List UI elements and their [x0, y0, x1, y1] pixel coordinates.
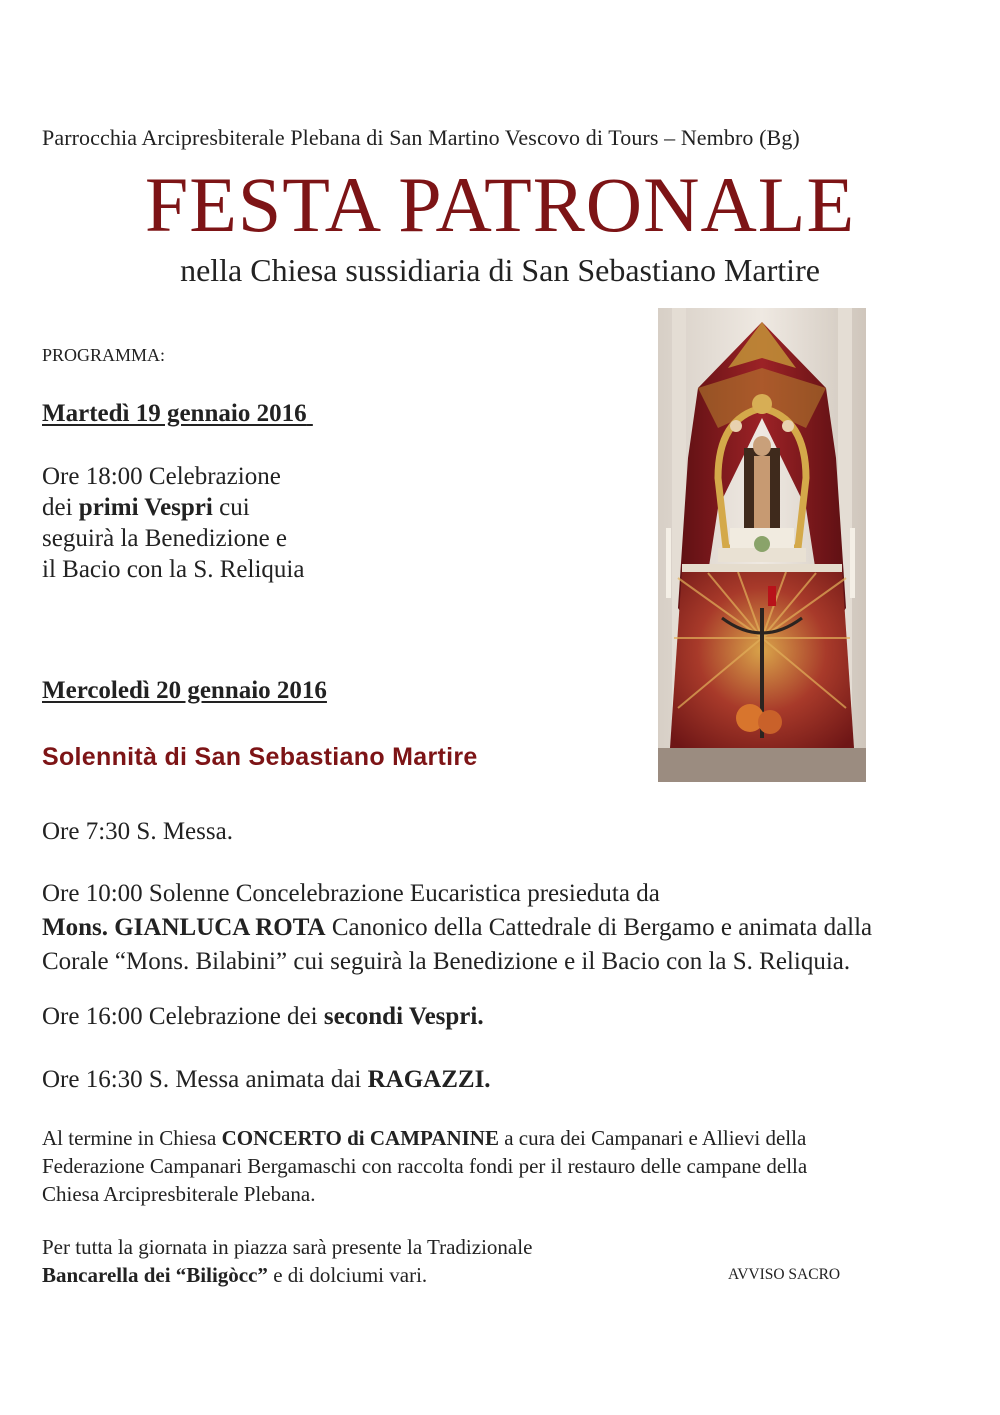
- bancarella-line2: [42, 1261, 532, 1289]
- second-vespers: [42, 1000, 484, 1034]
- altar-photo: [658, 308, 866, 782]
- day1-line3: seguirà la Benedizione e: [42, 525, 288, 552]
- bell-concert: [42, 1124, 942, 1208]
- mass-1000-line3: Corale “Mons. Bilabini” cui seguirà la Benedizione e il Bacio con la S. Reliquia.: [42, 948, 851, 975]
- vespri-pre: Ore 16:00 Celebrazione dei: [42, 1003, 324, 1030]
- parish-name: Parrocchia Arcipresbiterale Plebana di San Martino Vescovo di Tours – Nembro (Bg): [42, 125, 800, 150]
- mass-1630-bold: RAGAZZI.: [367, 1066, 491, 1093]
- mass-1000-line2: [42, 911, 962, 945]
- concert-line2: Federazione Campanari Bergamaschi con raccolta fondi per il restauro delle campane della: [42, 1154, 808, 1178]
- mass-730: Ore 7:30 S. Messa.: [42, 818, 233, 845]
- concert-bold: CONCERTO di CAMPANINE: [221, 1126, 499, 1150]
- mass-1000-line2-text: Canonico della Cattedrale di Bergamo e animata dalla: [325, 914, 873, 941]
- concert-pre: Al termine in Chiesa: [42, 1126, 222, 1150]
- celebrant-name: Mons. GIANLUCA ROTA: [42, 914, 326, 941]
- stall-note: [42, 1233, 532, 1289]
- day1-line2-post: cui: [212, 494, 250, 521]
- vespri-bold: secondi Vespri.: [323, 1003, 484, 1030]
- avviso-sacro: AVVISO SACRO: [728, 1266, 841, 1283]
- date-heading-day1: [42, 400, 313, 428]
- day1-program: [42, 461, 304, 585]
- bancarella-line1: Per tutta la giornata in piazza sarà presente la Tradizionale: [42, 1235, 533, 1259]
- mass-1630: [42, 1063, 491, 1097]
- bancarella-bold: Bancarella dei “Biligòcc”: [42, 1263, 268, 1287]
- day1-line2-bold: primi Vespri: [78, 494, 213, 521]
- day1-line2-pre: dei: [42, 494, 79, 521]
- concert-line1: [42, 1124, 942, 1152]
- day1-line1: Ore 18:00 Celebrazione: [42, 463, 281, 490]
- programma-label: PROGRAMMA:: [42, 345, 166, 365]
- page-subtitle: nella Chiesa sussidiaria di San Sebastiano Martire: [180, 252, 820, 288]
- mass-1000-line1: Ore 10:00 Solenne Concelebrazione Eucaristica presieduta da: [42, 880, 660, 907]
- concert-line3: Chiesa Arcipresbiterale Plebana.: [42, 1182, 316, 1206]
- day1-line4: il Bacio con la S. Reliquia: [42, 556, 305, 583]
- date-text: Martedì 19 gennaio 2016: [42, 400, 307, 427]
- mass-1000: [42, 877, 962, 979]
- bancarella-post: e di dolciumi vari.: [267, 1263, 428, 1287]
- mass-1630-pre: Ore 16:30 S. Messa animata dai: [42, 1066, 368, 1093]
- page-title: FESTA PATRONALE: [144, 161, 856, 248]
- solemnity-heading: Solennità di San Sebastiano Martire: [42, 743, 478, 771]
- concert-post: a cura dei Campanari e Allievi della: [498, 1126, 807, 1150]
- date-heading-day2: Mercoledì 20 gennaio 2016: [42, 677, 327, 704]
- day1-line2: [42, 492, 304, 523]
